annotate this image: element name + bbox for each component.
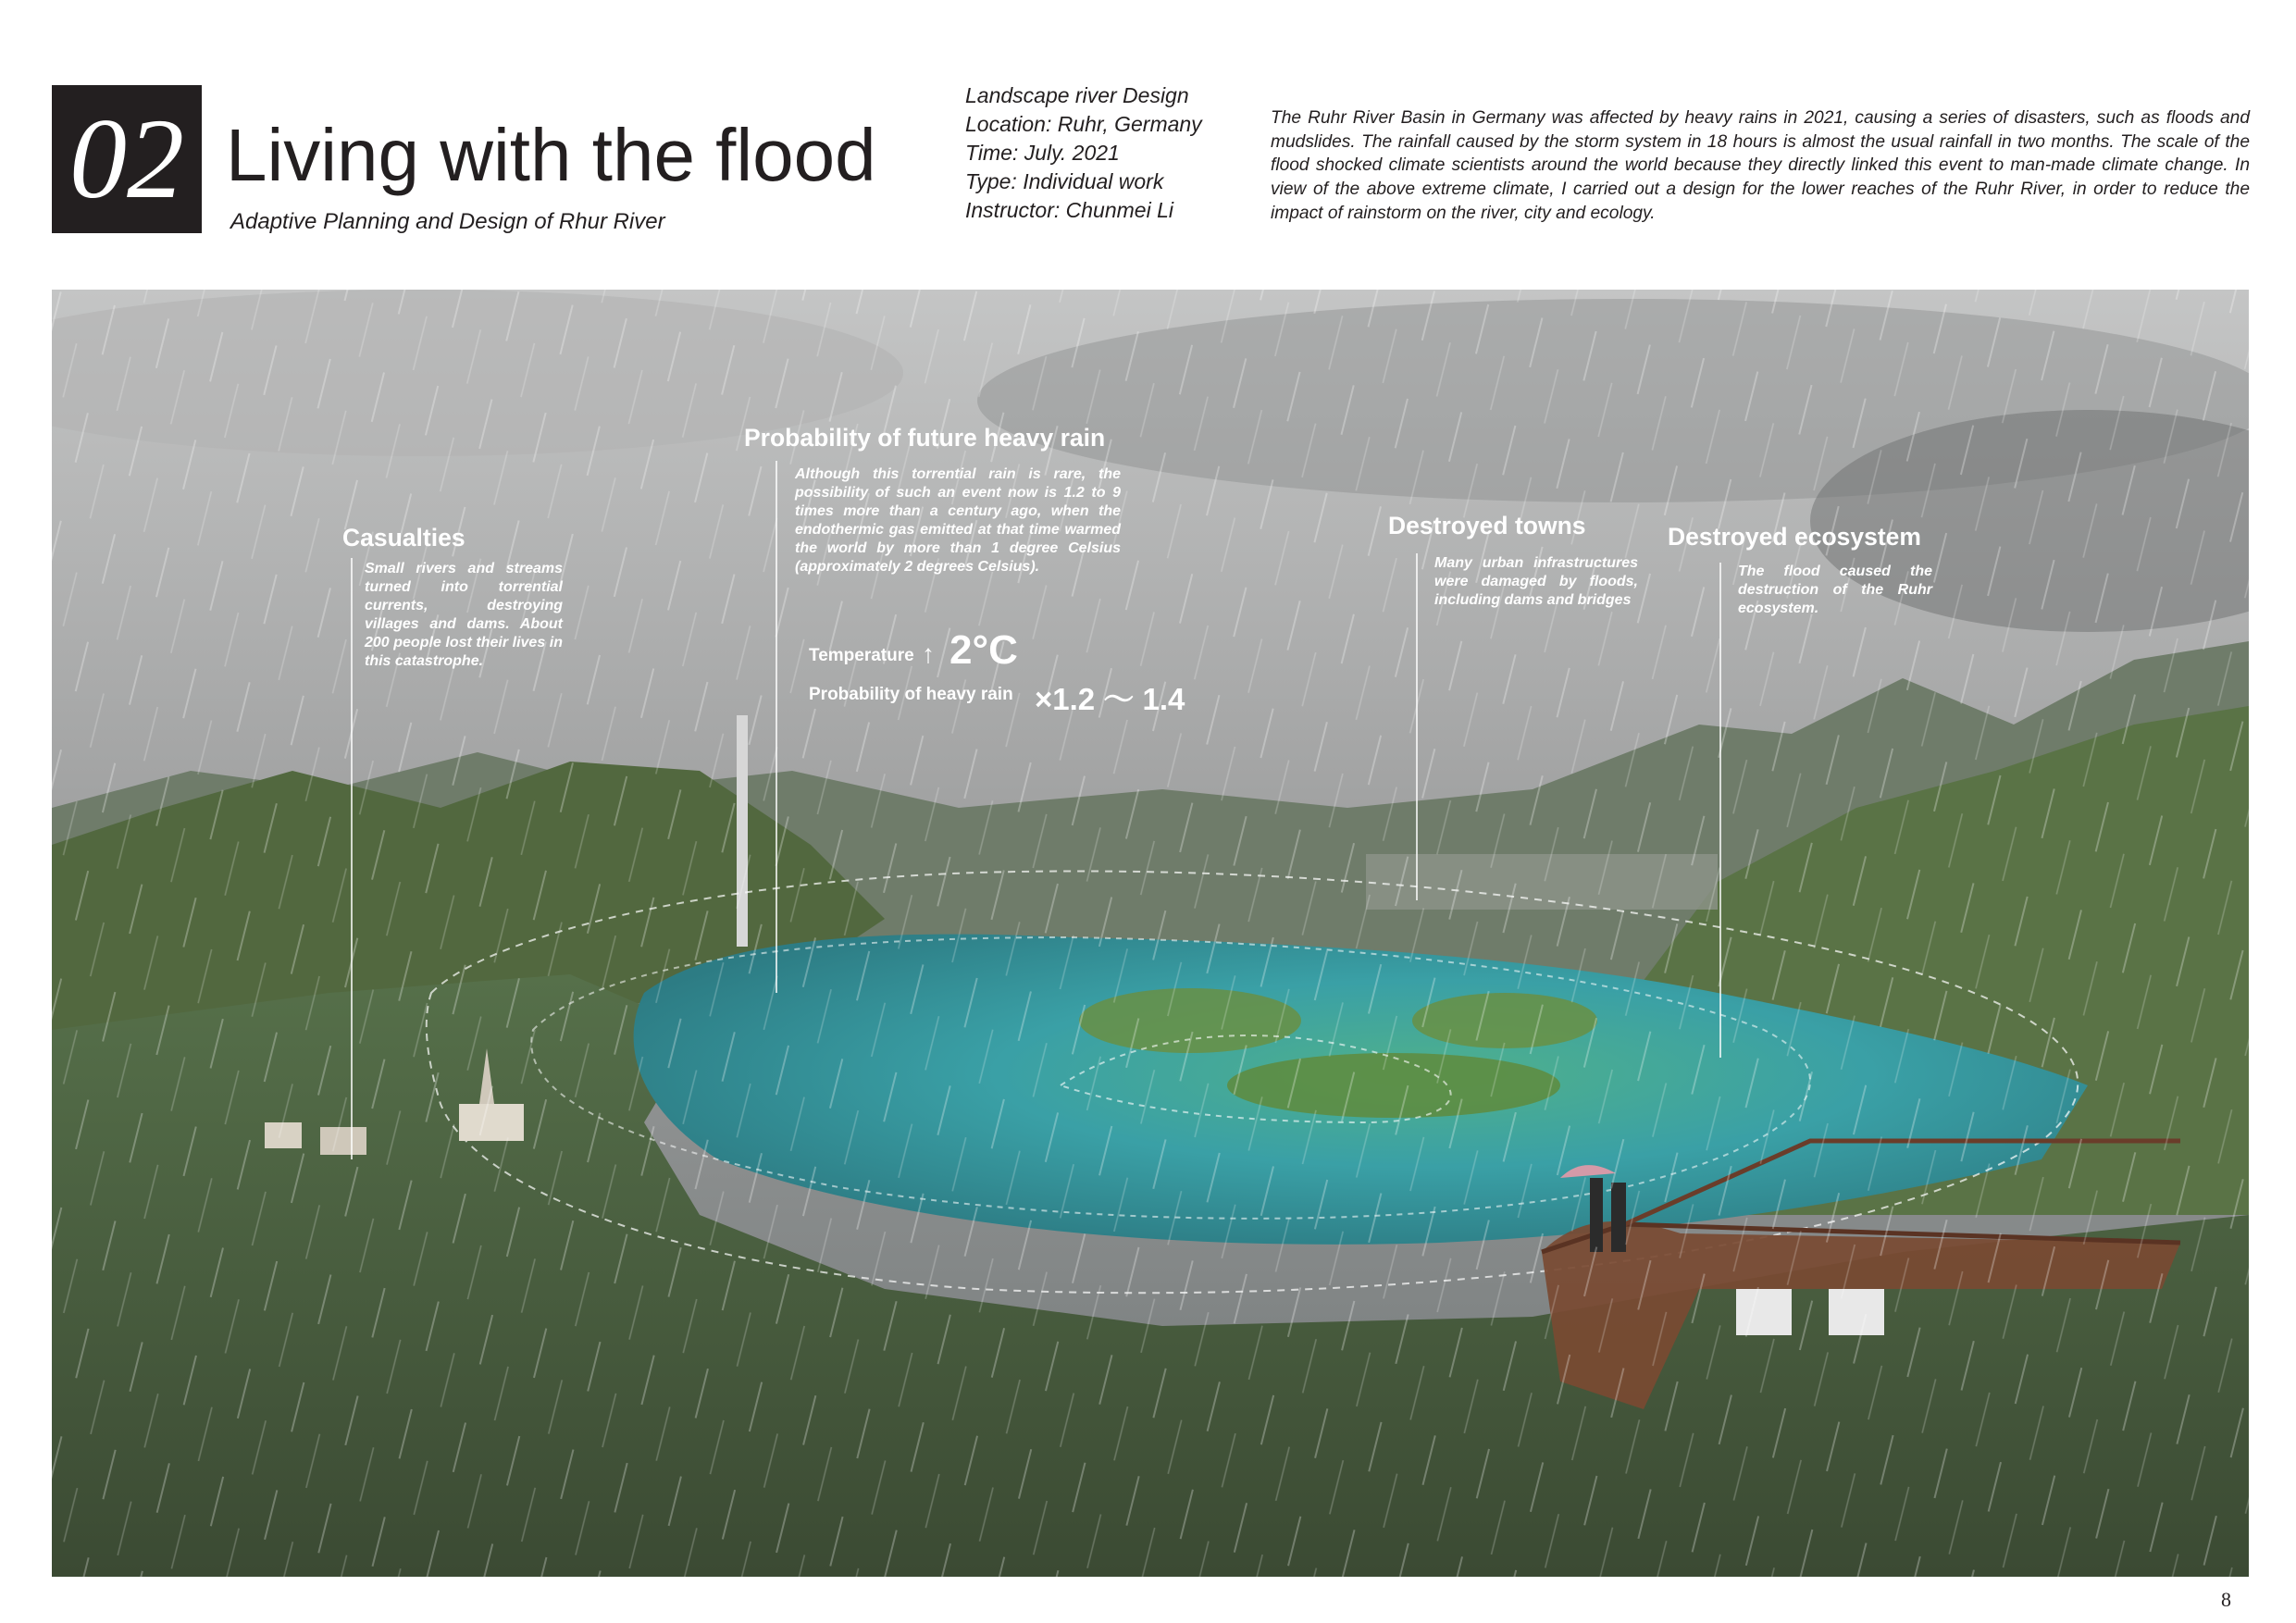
project-work-type: Type: Individual work bbox=[965, 169, 1164, 193]
temperature-label: Temperature bbox=[809, 646, 914, 665]
project-time: Time: July. 2021 bbox=[965, 141, 1120, 165]
probability-label: Probability of heavy rain bbox=[809, 685, 1013, 704]
landscape-image bbox=[52, 290, 2249, 1577]
casualties-text: Small rivers and streams turned into torrential currents, destroying villages and dams. About 200 people lost their lives in this catastrophe. bbox=[365, 561, 563, 669]
project-info bbox=[965, 81, 1202, 225]
section-number-badge: 02 bbox=[52, 85, 202, 233]
project-type: Landscape river Design bbox=[965, 83, 1189, 107]
intro-paragraph: The Ruhr River Basin in Germany was affected by heavy rains in 2021, causing a series of disasters, such as floods and mudslides. The rainfall caused by the storm system in 18 hours is almost the usual rainfall in two months. The scale of the flood shocked climate scientists around the world because they directly linked this event to man-made climate change. In view of the above extreme climate, I carried out a design for the lower reaches of the Ruhr River, in order to reduce the impact of rainstorm on the river, city and ecology. bbox=[1271, 108, 2250, 223]
future-rain-title: Probability of future heavy rain bbox=[744, 424, 1106, 452]
probability-value: ×1.2 ～ 1.4 bbox=[1035, 682, 1185, 716]
page-subtitle: Adaptive Planning and Design of Rhur River bbox=[230, 209, 665, 234]
temperature-value: 2°C bbox=[949, 627, 1018, 673]
page-title: Living with the flood bbox=[226, 114, 876, 196]
project-instructor: Instructor: Chunmei Li bbox=[965, 198, 1173, 222]
flood-landscape-illustration bbox=[52, 290, 2249, 1577]
arrow-up-icon: ↑ bbox=[922, 639, 935, 668]
destroyed-towns-title: Destroyed towns bbox=[1388, 512, 1586, 539]
casualties-title: Casualties bbox=[342, 524, 465, 551]
page-number: 8 bbox=[2221, 1588, 2231, 1611]
destroyed-ecosystem-text: The flood caused the destruction of the Ruhr ecosystem. bbox=[1738, 564, 1932, 616]
project-location: Location: Ruhr, Germany bbox=[965, 112, 1202, 136]
destroyed-towns-text: Many urban infrastructures were damaged by floods, including dams and bridges bbox=[1434, 555, 1638, 608]
destroyed-ecosystem-title: Destroyed ecosystem bbox=[1668, 523, 1921, 551]
future-rain-text: Although this torrential rain is rare, the possibility of such an event now is 1.2 to 9 times more than a century ago, when the endothermic gas emitted at that time warmed the world by more than 1 degree Celsius (approximately 2 degrees Celsius). bbox=[795, 466, 1121, 575]
